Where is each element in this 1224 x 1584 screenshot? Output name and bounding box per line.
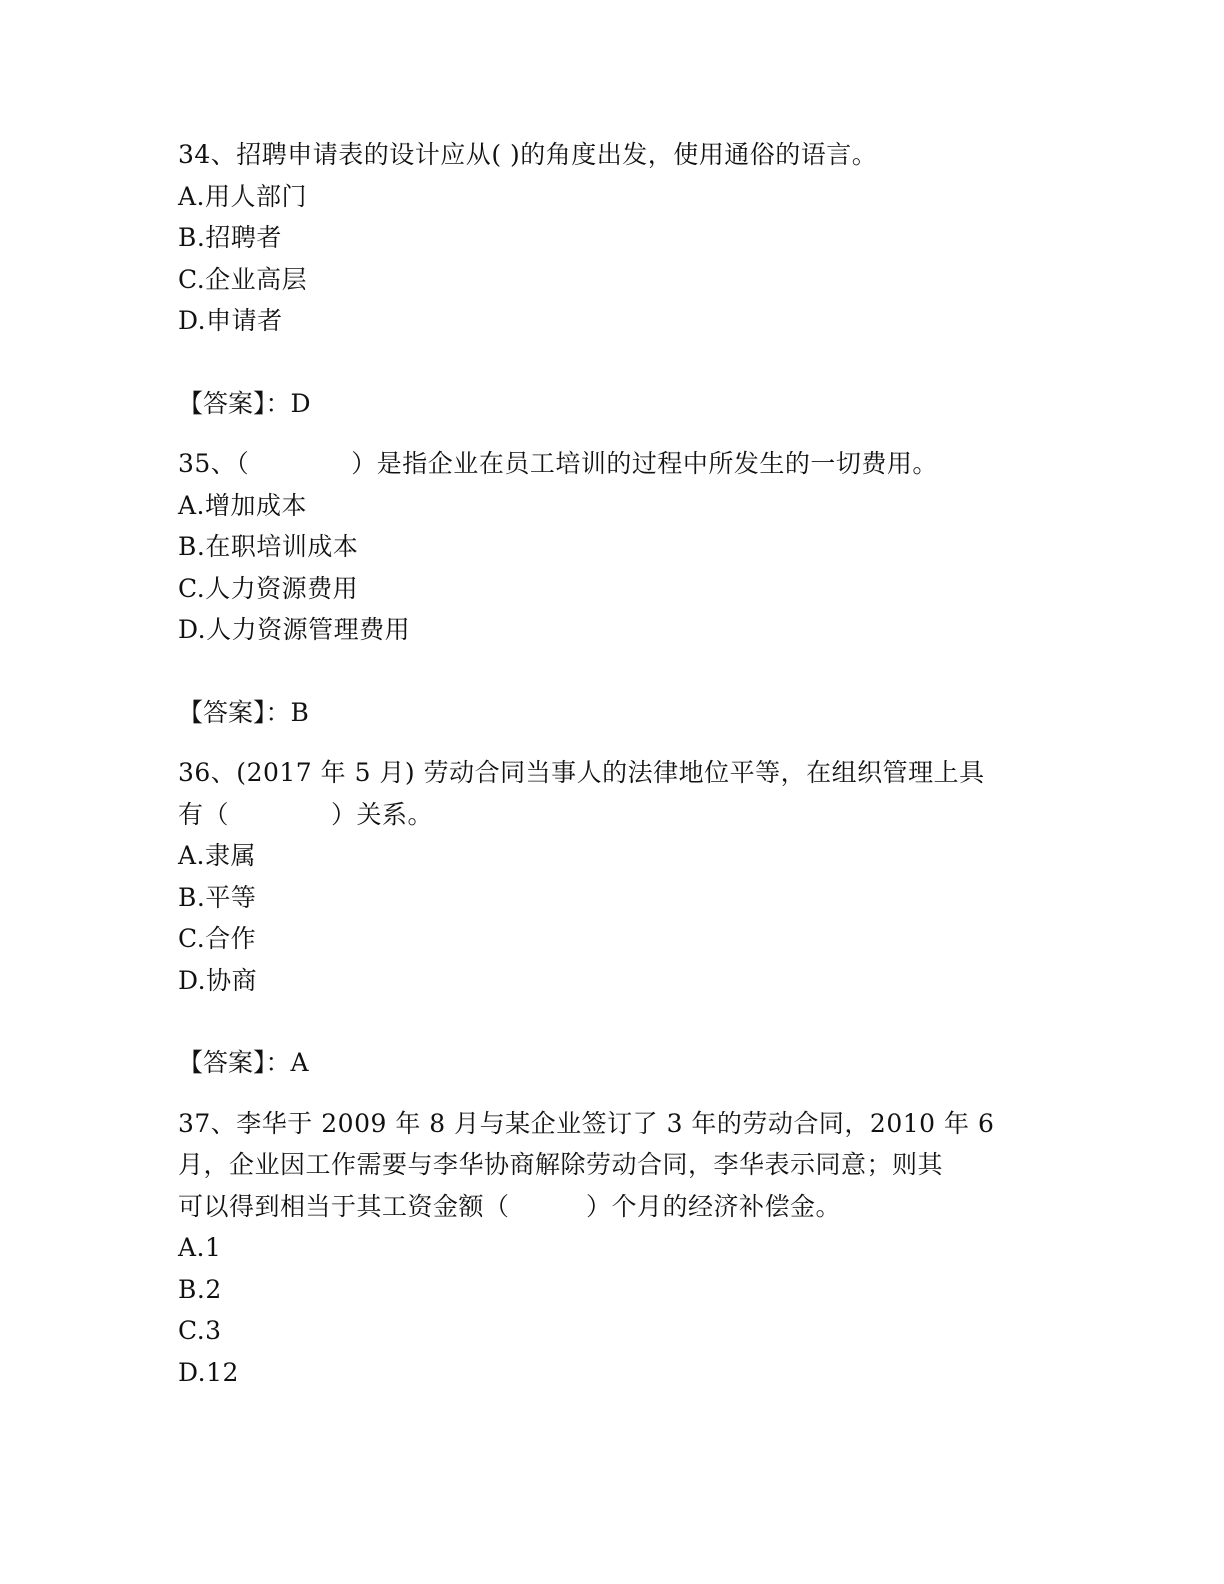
question-34 bbox=[178, 134, 1058, 424]
option-a: A.用人部门 bbox=[178, 181, 308, 211]
question-stem: 35、（ ）是指企业在员工培训的过程中所发生的一切费用。 bbox=[178, 449, 938, 478]
option-b: B.招聘者 bbox=[178, 223, 282, 252]
option-b: B.2 bbox=[178, 1274, 222, 1304]
option-b: B.平等 bbox=[178, 882, 257, 912]
option-d: D.人力资源管理费用 bbox=[178, 615, 411, 644]
document-page bbox=[178, 134, 1058, 1393]
answer-line: 【答案】：D bbox=[178, 388, 311, 418]
option-a: A.隶属 bbox=[178, 841, 257, 870]
option-c: C.企业高层 bbox=[178, 264, 308, 294]
option-c: C.合作 bbox=[178, 924, 257, 953]
option-c: C.3 bbox=[178, 1316, 222, 1345]
question-36 bbox=[178, 752, 1058, 1084]
question-stem: 37、李华于 2009 年 8 月与某企业签订了 3 年的劳动合同，2010 年 6 bbox=[178, 1108, 995, 1138]
option-d: D.12 bbox=[178, 1357, 239, 1387]
option-d: D.协商 bbox=[178, 965, 258, 995]
answer-line: 【答案】：A bbox=[178, 1048, 309, 1077]
option-d: D.申请者 bbox=[178, 306, 283, 335]
answer-line: 【答案】：B bbox=[178, 697, 309, 727]
option-b: B.在职培训成本 bbox=[178, 532, 359, 561]
question-stem-continued: 有（ ）关系。 bbox=[178, 799, 434, 829]
option-a: A.1 bbox=[178, 1233, 222, 1262]
option-a: A.增加成本 bbox=[178, 490, 308, 520]
question-35 bbox=[178, 443, 1058, 733]
question-37 bbox=[178, 1103, 1058, 1394]
question-stem: 34、招聘申请表的设计应从( )的角度出发，使用通俗的语言。 bbox=[178, 140, 878, 169]
question-stem-continued: 可以得到相当于其工资金额（ ）个月的经济补偿金。 bbox=[178, 1191, 842, 1221]
question-stem: 36、(2017 年 5 月) 劳动合同当事人的法律地位平等，在组织管理上具 bbox=[178, 758, 985, 787]
question-stem-continued: 月，企业因工作需要与李华协商解除劳动合同，李华表示同意；则其 bbox=[178, 1150, 944, 1179]
option-c: C.人力资源费用 bbox=[178, 573, 359, 603]
